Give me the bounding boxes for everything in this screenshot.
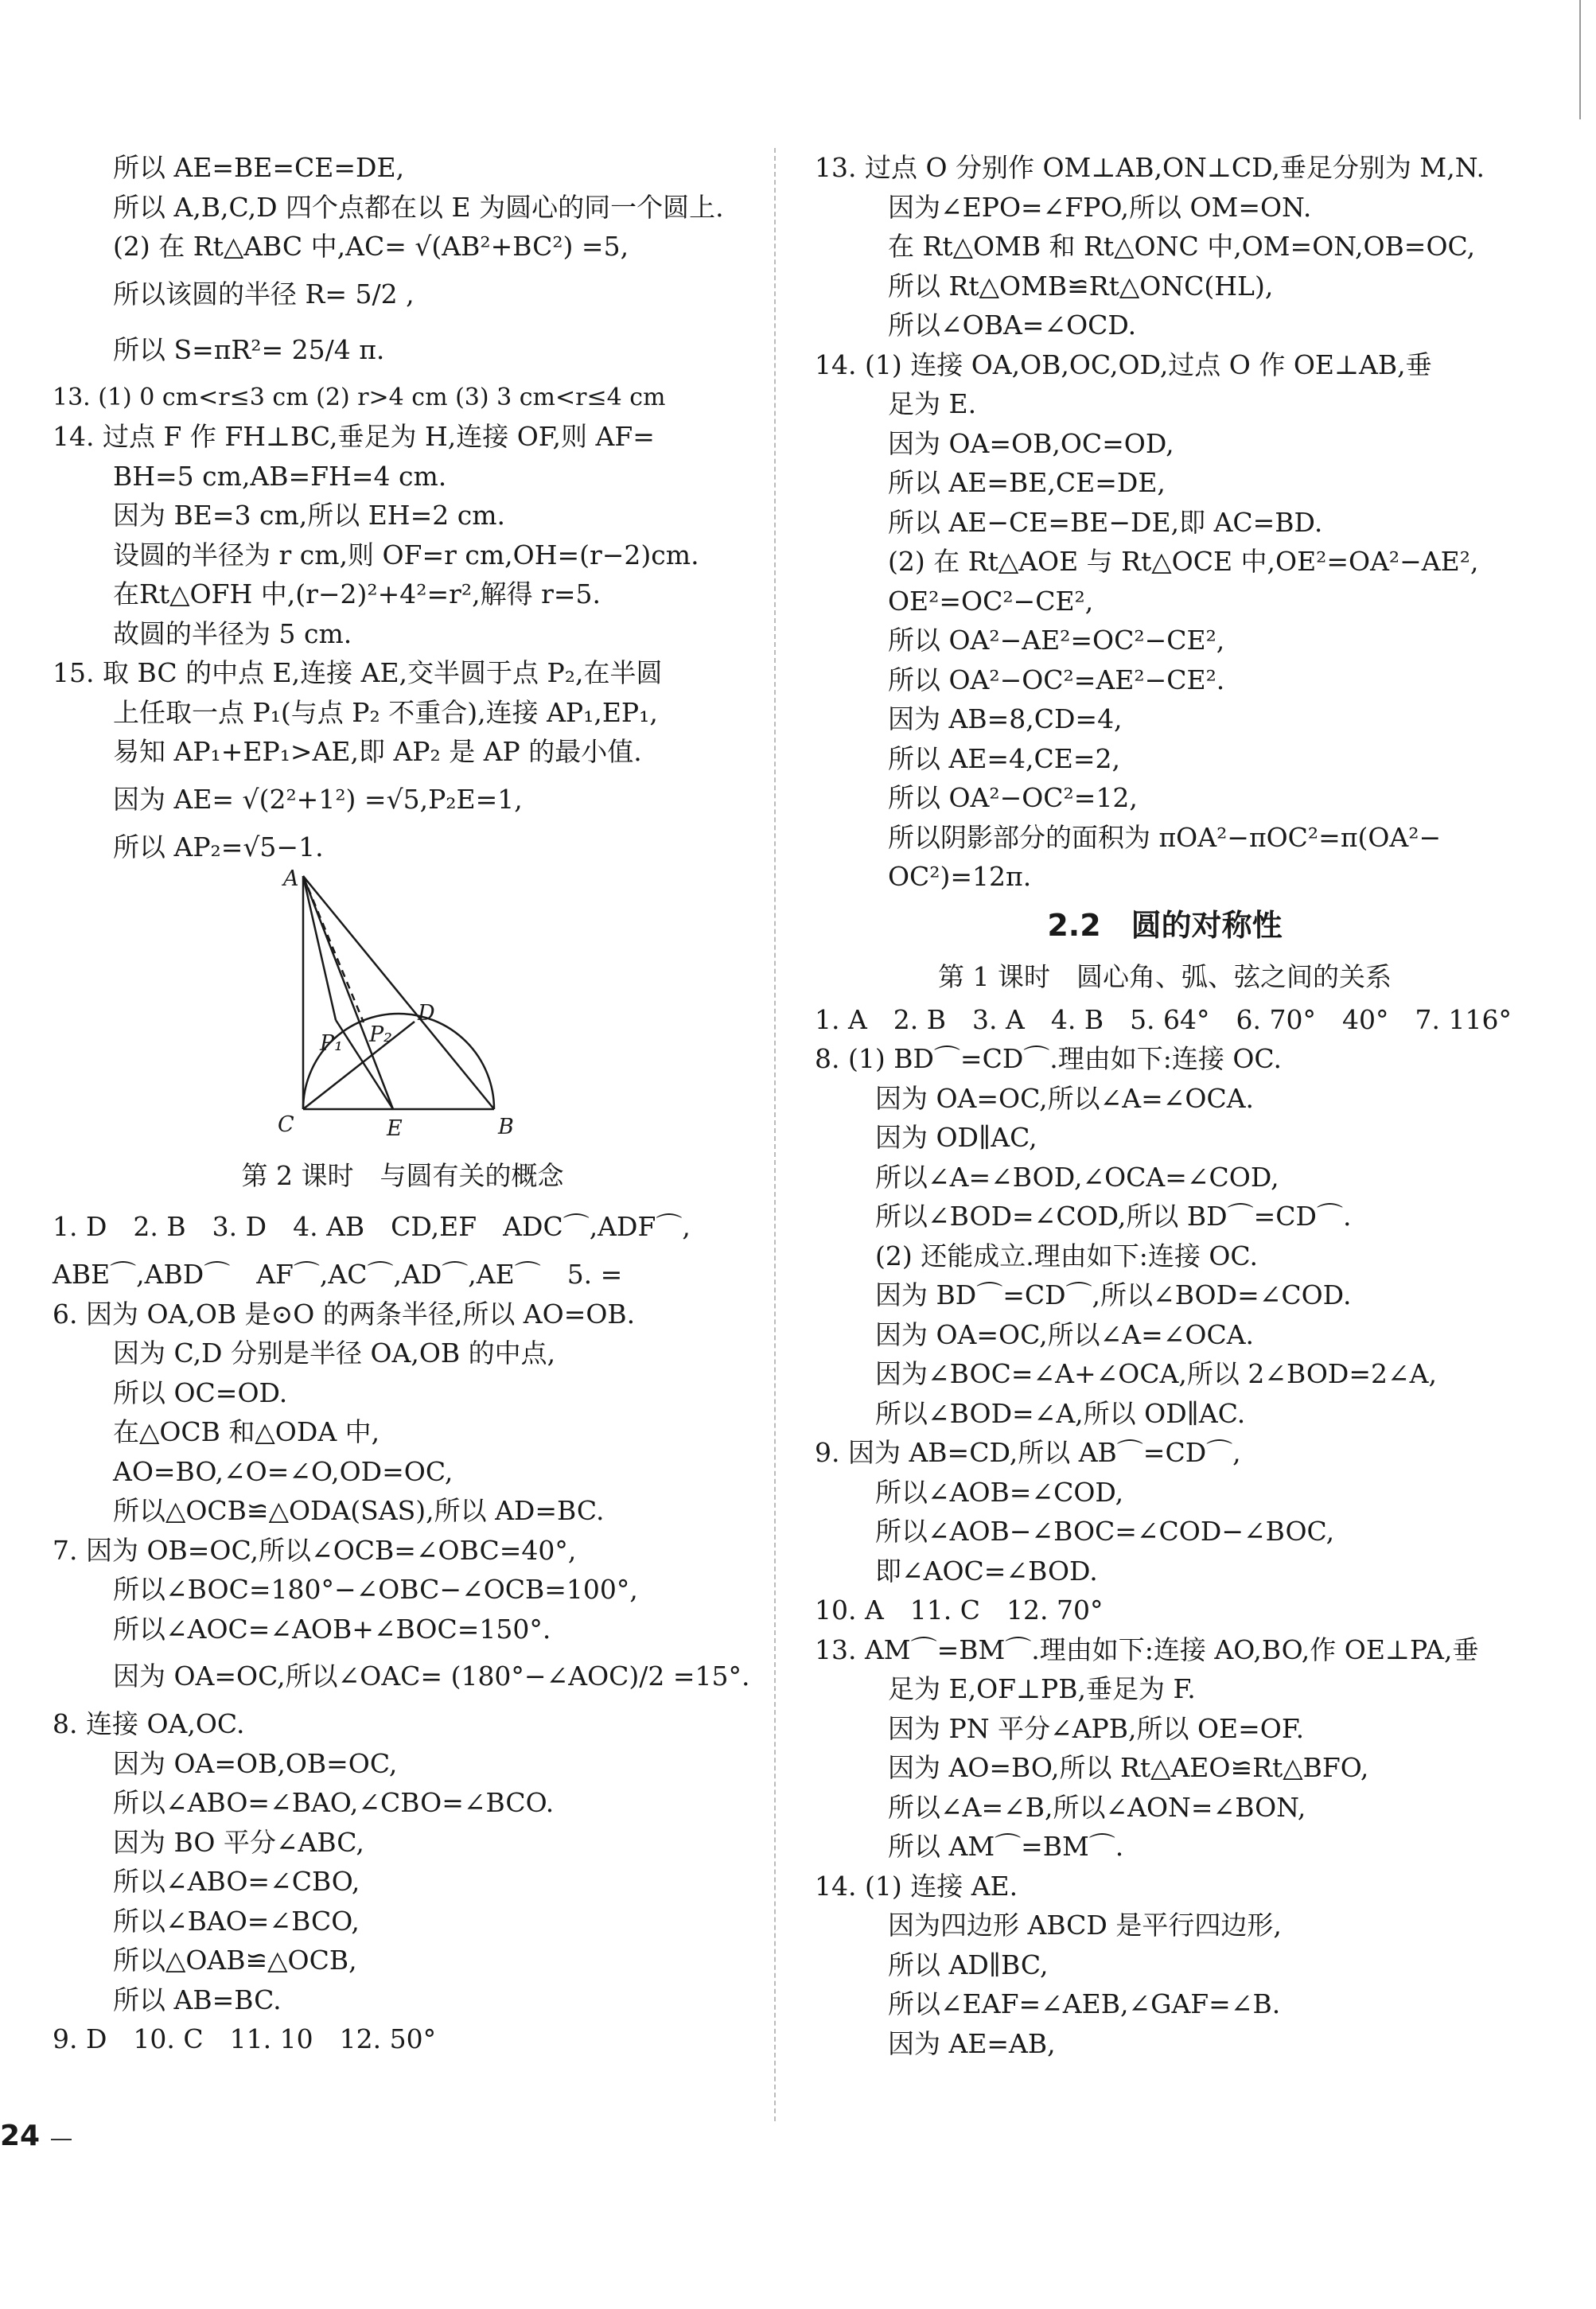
text-line: 所以∠A=∠B,所以∠AON=∠BON, — [888, 1791, 1306, 1823]
text-line: 所以 AE=4,CE=2, — [888, 742, 1121, 774]
text-line: 所以 AE=BE=CE=DE, — [113, 152, 405, 183]
text-line: 所以∠BOC=180°−∠OBC−∠OCB=100°, — [113, 1574, 638, 1605]
text-line: (2) 在 Rt△AOE 与 Rt△OCE 中,OE²=OA²−AE², — [888, 546, 1479, 577]
text-line: 14. 过点 F 作 FH⊥BC,垂足为 H,连接 OF,则 AF= — [53, 421, 655, 452]
text-line: BH=5 cm,AB=FH=4 cm. — [113, 460, 447, 492]
text-line: 因为 BE=3 cm,所以 EH=2 cm. — [113, 500, 505, 531]
text-line: 所以 OA²−OC²=AE²−CE². — [888, 664, 1225, 695]
text-line: 因为 OA=OB,OB=OC, — [113, 1747, 398, 1779]
text-line: 易知 AP₁+EP₁>AE,即 AP₂ 是 AP 的最小值. — [113, 736, 642, 767]
text-line: 所以 AM⌒=BM⌒. — [888, 1831, 1124, 1862]
text-line: 1. A 2. B 3. A 4. B 5. 64° 6. 70° 40° 7. 116° — [815, 1003, 1512, 1035]
text-line: 所以∠ABO=∠CBO, — [113, 1866, 360, 1897]
lesson-1-title: 第 1 课时 圆心角、弧、弦之间的关系 — [938, 960, 1392, 992]
text-line: 所以∠EAF=∠AEB,∠GAF=∠B. — [888, 1988, 1281, 2019]
text-line: 在△OCB 和△ODA 中, — [113, 1416, 380, 1447]
text-line: OE²=OC²−CE², — [888, 585, 1094, 617]
text-line: 在Rt△OFH 中,(r−2)²+4²=r²,解得 r=5. — [113, 578, 601, 609]
label-e: E — [387, 1116, 403, 1141]
label-a: A — [283, 866, 299, 891]
text-line: 9. 因为 AB=CD,所以 AB⌒=CD⌒, — [815, 1437, 1241, 1468]
text-line: AO=BO,∠O=∠O,OD=OC, — [113, 1455, 453, 1487]
text-line: 所以 AD∥BC, — [888, 1949, 1049, 1980]
text-line: (2) 还能成立.理由如下:连接 OC. — [875, 1240, 1258, 1271]
text-line: 所以 AE−CE=BE−DE,即 AC=BD. — [888, 506, 1323, 538]
text-line: 8. 连接 OA,OC. — [53, 1708, 245, 1739]
text-line: 足为 E. — [888, 388, 977, 419]
text-line: 所以 AE=BE,CE=DE, — [888, 467, 1166, 498]
text-line: 14. (1) 连接 AE. — [815, 1870, 1018, 1902]
text-line: 9. D 10. C 11. 10 12. 50° — [53, 2023, 437, 2054]
text-line: 足为 E,OF⊥PB,垂足为 F. — [888, 1673, 1196, 1704]
geometry-figure — [53, 866, 753, 1153]
text-line: 14. (1) 连接 OA,OB,OC,OD,过点 O 作 OE⊥AB,垂 — [815, 348, 1432, 380]
text-line: 所以阴影部分的面积为 πOA²−πOC²=π(OA²− — [888, 821, 1442, 853]
text-line: (2) 在 Rt△ABC 中,AC= √(AB²+BC²) =5, — [113, 231, 629, 262]
text-line: 所以该圆的半径 R= 5/2 , — [113, 278, 415, 310]
text-line: 因为 OA=OC,所以∠A=∠OCA. — [875, 1318, 1255, 1350]
text-line: 因为 BO 平分∠ABC, — [113, 1826, 364, 1858]
text-line: 8. (1) BD⌒=CD⌒.理由如下:连接 OC. — [815, 1043, 1282, 1074]
text-line: 所以 Rt△OMB≌Rt△ONC(HL), — [888, 270, 1274, 302]
text-line: 因为 AO=BO,所以 Rt△AEO≌Rt△BFO, — [888, 1752, 1369, 1783]
text-line: 因为 C,D 分别是半径 OA,OB 的中点, — [113, 1338, 556, 1369]
text-line: 在 Rt△OMB 和 Rt△ONC 中,OM=ON,OB=OC, — [888, 231, 1476, 262]
text-line: 10. A 11. C 12. 70° — [815, 1594, 1104, 1626]
text-line: 所以 S=πR²= 25/4 π. — [113, 333, 385, 365]
text-line: 6. 因为 OA,OB 是⊙O 的两条半径,所以 AO=OB. — [53, 1298, 636, 1330]
label-p1: P₁ — [320, 1031, 343, 1056]
text-line: 因为 OD∥AC, — [875, 1122, 1037, 1153]
text-line: 因为 OA=OC,所以∠OAC= (180°−∠AOC)/2 =15°. — [113, 1661, 750, 1692]
page-number-rule — [51, 2139, 72, 2140]
text-line: 所以 AP₂=√5−1. — [113, 831, 324, 862]
text-line: 所以△OAB≌△OCB, — [113, 1945, 357, 1976]
text-line: 因为∠EPO=∠FPO,所以 OM=ON. — [888, 191, 1312, 223]
label-d: D — [418, 1001, 435, 1026]
label-c: C — [278, 1112, 294, 1137]
column-divider — [774, 148, 776, 2121]
text-line: 13. AM⌒=BM⌒.理由如下:连接 AO,BO,作 OE⊥PA,垂 — [815, 1633, 1479, 1665]
text-line: 因为 BD⌒=CD⌒,所以∠BOD=∠COD. — [875, 1279, 1352, 1310]
text-line: OC²)=12π. — [888, 861, 1032, 892]
text-line: 所以∠A=∠BOD,∠OCA=∠COD, — [875, 1161, 1279, 1193]
text-line: 所以∠AOC=∠AOB+∠BOC=150°. — [113, 1613, 551, 1645]
text-line: 所以 OA²−AE²=OC²−CE², — [888, 625, 1225, 656]
text-line: 13. (1) 0 cm<r≤3 cm (2) r>4 cm (3) 3 cm<r≤4 cm — [53, 383, 666, 411]
text-line: 所以 OA²−OC²=12, — [888, 782, 1138, 813]
text-line: 所以∠AOB=∠COD, — [875, 1476, 1124, 1508]
label-b: B — [498, 1115, 514, 1139]
edge-rule — [1579, 0, 1581, 119]
text-line: 所以 OC=OD. — [113, 1376, 288, 1408]
segment-ab — [303, 876, 494, 1109]
text-line: 因为 OA=OB,OC=OD, — [888, 427, 1174, 459]
text-line: 所以∠ABO=∠BAO,∠CBO=∠BCO. — [113, 1787, 555, 1818]
page-number: 24 — [0, 2120, 41, 2152]
text-line: 所以∠BOD=∠COD,所以 BD⌒=CD⌒. — [875, 1201, 1352, 1232]
text-line: 7. 因为 OB=OC,所以∠OCB=∠OBC=40°, — [53, 1534, 577, 1566]
text-line: 即∠AOC=∠BOD. — [875, 1555, 1098, 1587]
text-line: 所以∠OBA=∠OCD. — [888, 310, 1137, 341]
text-line: 因为∠BOC=∠A+∠OCA,所以 2∠BOD=2∠A, — [875, 1358, 1438, 1389]
text-line: 所以∠AOB−∠BOC=∠COD−∠BOC, — [875, 1516, 1335, 1547]
text-line: 13. 过点 O 分别作 OM⊥AB,ON⊥CD,垂足分别为 M,N. — [815, 152, 1485, 183]
text-line: 上任取一点 P₁(与点 P₂ 不重合),连接 AP₁,EP₁, — [113, 696, 658, 728]
right-column — [815, 148, 1515, 2063]
text-line: 因为 OA=OC,所以∠A=∠OCA. — [875, 1082, 1255, 1114]
text-line: 所以∠BAO=∠BCO, — [113, 1905, 360, 1937]
text-line: 因为四边形 ABCD 是平行四边形, — [888, 1910, 1282, 1941]
label-p2: P₂ — [369, 1022, 392, 1047]
text-line: 因为 AE= √(2²+1²) =√5,P₂E=1, — [113, 783, 523, 815]
semicircle-diagram — [53, 866, 753, 1153]
text-line: ABE⌒,ABD⌒ AF⌒,AC⌒,AD⌒,AE⌒ 5. = — [53, 1259, 623, 1290]
left-column — [53, 148, 753, 2059]
text-line: 15. 取 BC 的中点 E,连接 AE,交半圆于点 P₂,在半圆 — [53, 657, 663, 688]
text-line: 1. D 2. B 3. D 4. AB CD,EF ADC⌒,ADF⌒, — [53, 1211, 691, 1242]
text-line: 所以 A,B,C,D 四个点都在以 E 为圆心的同一个圆上. — [113, 191, 724, 223]
text-line: 因为 AB=8,CD=4, — [888, 703, 1123, 734]
text-line: 所以 AB=BC. — [113, 1984, 282, 2015]
text-line: 设圆的半径为 r cm,则 OF=r cm,OH=(r−2)cm. — [113, 539, 699, 570]
section-heading: 2.2 圆的对称性 — [1047, 907, 1283, 943]
text-line: 所以∠BOD=∠A,所以 OD∥AC. — [875, 1397, 1246, 1429]
text-line: 因为 PN 平分∠APB,所以 OE=OF. — [888, 1712, 1305, 1744]
text-line: 所以△OCB≌△ODA(SAS),所以 AD=BC. — [113, 1495, 605, 1526]
lesson-2-title: 第 2 课时 与圆有关的概念 — [241, 1160, 564, 1191]
text-line: 故圆的半径为 5 cm. — [113, 617, 352, 649]
semicircle-arc — [303, 1014, 494, 1109]
text-line: 因为 AE=AB, — [888, 2027, 1056, 2059]
